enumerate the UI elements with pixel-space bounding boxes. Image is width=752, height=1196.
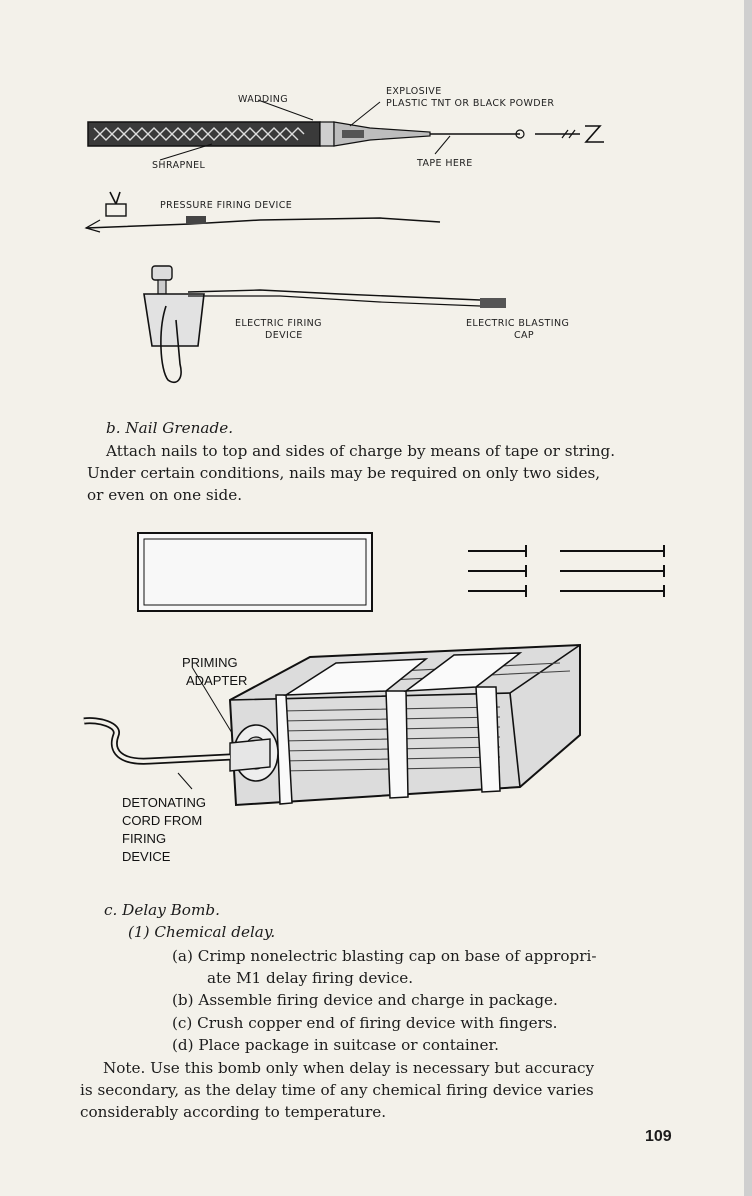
section-c-subheading: (1) Chemical delay. bbox=[128, 923, 276, 941]
step-d: (d) Place package in suitcase or container. bbox=[172, 1036, 499, 1054]
shrapnel-label: SHRAPNEL bbox=[152, 160, 206, 171]
electric-firing-device-icon bbox=[144, 266, 506, 382]
note-line-3: considerably according to temperature. bbox=[80, 1103, 387, 1121]
tape-here-label: TAPE HERE bbox=[417, 158, 473, 169]
pressure-firing-device-icon bbox=[86, 192, 440, 232]
step-a-line-1: (a) Crimp nonelectric blasting cap on base of appropri- bbox=[172, 947, 597, 965]
step-b: (b) Assemble firing device and charge in package. bbox=[172, 991, 558, 1009]
detonating-cord-label-2: CORD FROM bbox=[122, 813, 203, 828]
note-line-1: Note. Use this bomb only when delay is necessary but accuracy bbox=[103, 1059, 595, 1077]
section-b-line-2: Under certain conditions, nails may be required on only two sides, bbox=[87, 464, 601, 482]
priming-adapter-label-2: ADAPTER bbox=[186, 673, 248, 688]
note-line-2: is secondary, as the delay time of any chemical firing device varies bbox=[80, 1081, 594, 1099]
explosive-label: EXPLOSIVE bbox=[386, 86, 442, 97]
detonating-cord-label-3: FIRING bbox=[122, 831, 167, 846]
page-number: 109 bbox=[645, 1128, 672, 1145]
section-c-heading: c. Delay Bomb. bbox=[104, 901, 220, 919]
electric-blasting-cap-label: ELECTRIC BLASTING bbox=[466, 318, 570, 329]
explosive-type-label: PLASTIC TNT OR BLACK POWDER bbox=[386, 98, 555, 109]
page-edge bbox=[744, 0, 752, 1196]
section-b-line-3: or even on one side. bbox=[87, 486, 243, 504]
section-b-heading: b. Nail Grenade. bbox=[106, 419, 234, 437]
step-a-line-2: ate M1 delay firing device. bbox=[207, 969, 414, 987]
wadding-label: WADDING bbox=[238, 94, 289, 105]
detonating-cord-label-4: DEVICE bbox=[122, 849, 171, 864]
pipe-bomb-figure bbox=[80, 80, 640, 390]
electric-firing-device-label-2: DEVICE bbox=[265, 330, 303, 341]
electric-firing-device-label: ELECTRIC FIRING bbox=[235, 318, 322, 329]
electric-blasting-cap-label-2: CAP bbox=[514, 330, 535, 341]
nail-grenade-figure bbox=[80, 525, 680, 870]
priming-adapter-label: PRIMING bbox=[182, 655, 238, 670]
detonating-cord-label: DETONATING bbox=[122, 795, 207, 810]
step-c: (c) Crush copper end of firing device with fingers. bbox=[172, 1014, 558, 1032]
section-b-line-1: Attach nails to top and sides of charge by means of tape or string. bbox=[106, 442, 616, 460]
pressure-firing-device-label: PRESSURE FIRING DEVICE bbox=[160, 200, 293, 211]
